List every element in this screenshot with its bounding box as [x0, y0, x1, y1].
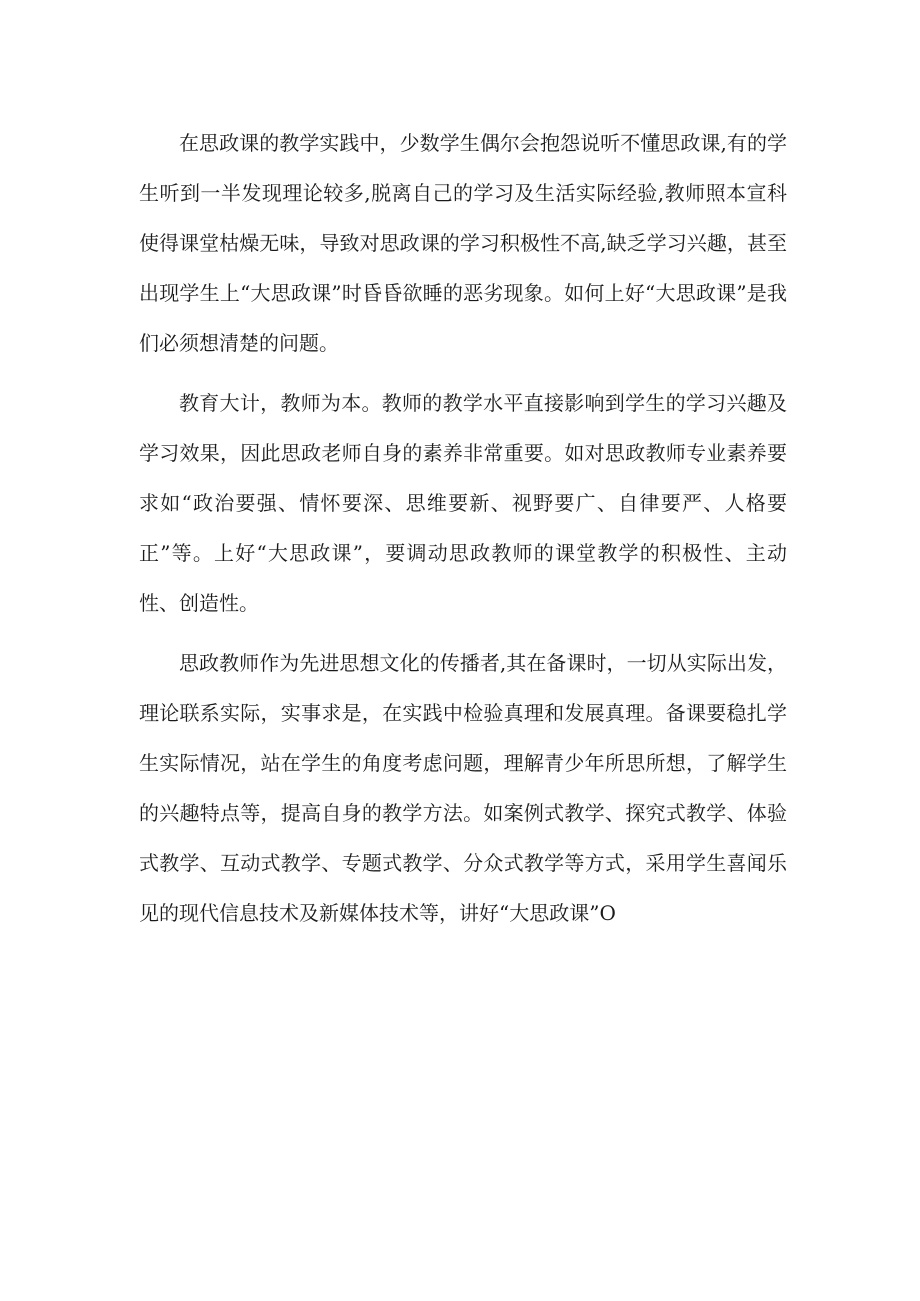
- document-body: [139, 118, 787, 948]
- paragraph-1: 在思政课的教学实践中，少数学生偶尔会抱怨说听不懂思政课,有的学生听到一半发现理论较多,脱离自己的学习及生活实际经验,教师照本宣科使得课堂枯燥无味，导致对思政课的学习积极性不高,缺乏学习兴趣，甚至出现学生上“大思政课”时昏昏欲睡的恶劣现象。如何上好“大思政课”是我们必须想清楚的问题。: [139, 131, 787, 355]
- paragraph-2: 教育大计，教师为本。教师的教学水平直接影响到学生的学习兴趣及学习效果，因此思政老师自身的素养非常重要。如对思政教师专业素养要求如“政治要强、情怀要深、思维要新、视野要广、自律要严、人格要正”等。上好“大思政课”，要调动思政教师的课堂教学的积极性、主动性、创造性。: [139, 391, 787, 615]
- paragraph-3: 思政教师作为先进思想文化的传播者,其在备课时，一切从实际出发，理论联系实际，实事求是，在实践中检验真理和发展真理。备课要稳扎学生实际情况，站在学生的角度考虑问题，理解青少年所思所想，了解学生的兴趣特点等，提高自身的教学方法。如案例式教学、探究式教学、体验式教学、互动式教学、专题式教学、分众式教学等方式，采用学生喜闻乐见的现代信息技术及新媒体技术等，讲好“大思政课”O: [139, 651, 787, 925]
